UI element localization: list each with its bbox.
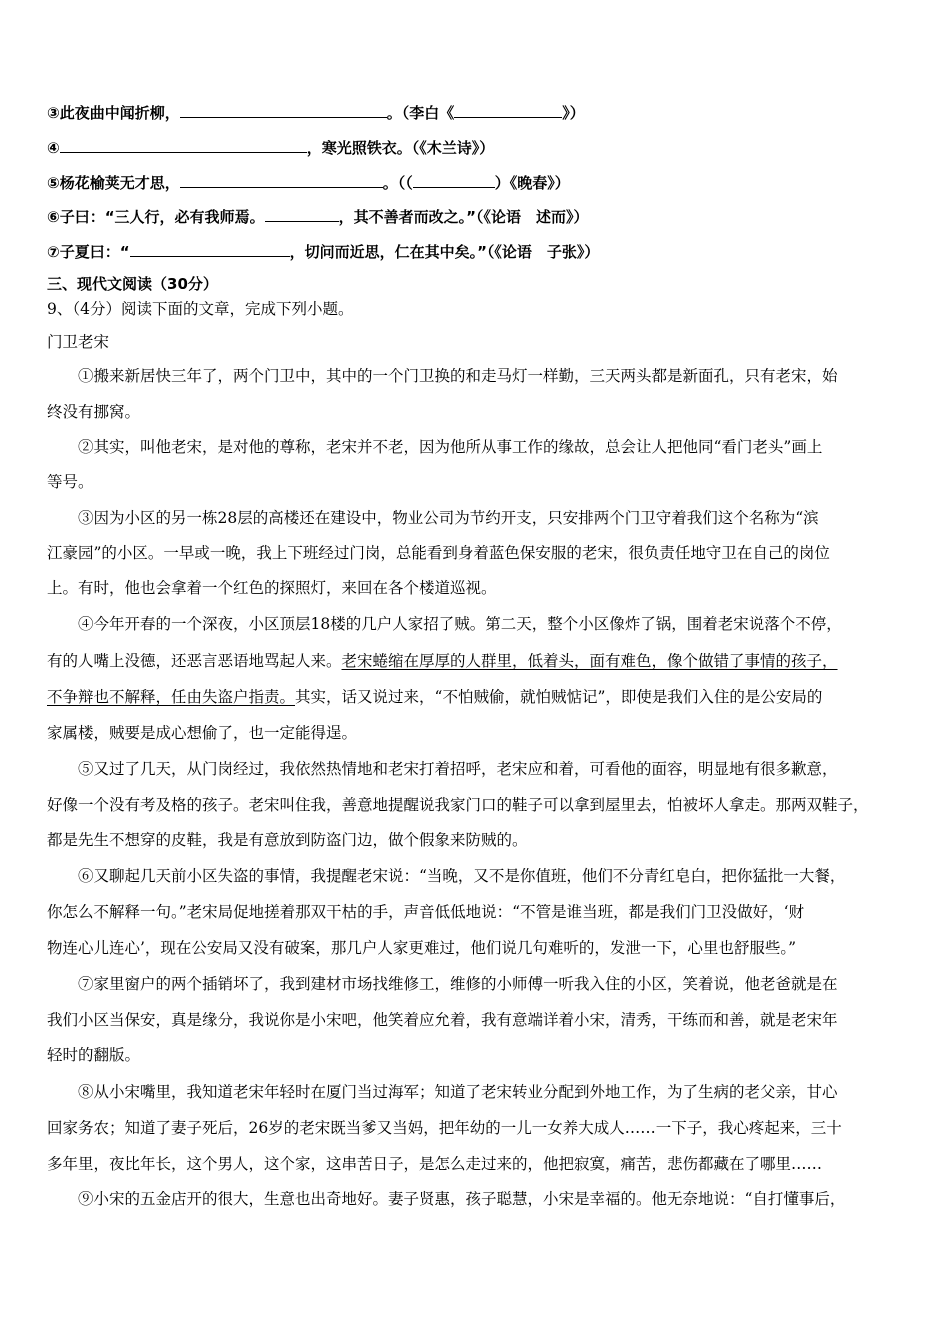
underlined-sentence: 不争辩也不解释，任由失盗户指责。	[47, 688, 296, 706]
answer-blank[interactable]	[413, 171, 495, 188]
plain-text: 其实，话又说过来，“不怕贼偷，就怕贼惦记”，即使是我们入住的是公安局的	[295, 688, 823, 706]
paragraph-line: ⑥又聊起几天前小区失盗的事情，我提醒老宋说：“当晚，又不是你值班，他们不分青红皂白，把你猛批一大餐，	[78, 867, 846, 885]
recitation-q4	[47, 136, 906, 158]
paragraph-line: 回家务农；知道了妻子死后，26岁的老宋既当爹又当妈，把年幼的一儿一女养大成人……一下子，我心疼起来，三十	[47, 1119, 842, 1137]
paragraph-line: ④今年开春的一个深夜，小区顶层18楼的几户人家招了贼。第二天，整个小区像炸了锅，围着老宋说落个不停，	[78, 615, 842, 633]
quote-line: 子曰：“三人行，必有我师焉。	[59, 208, 265, 226]
paragraph-line: ⑧从小宋嘴里，我知道老宋年轻时在厦门当过海军；知道了老宋转业分配到外地工作，为了生病的老父亲，甘心	[78, 1083, 838, 1101]
quote-line-end: ，其不善者而改之。”（《论语 述而》）	[338, 208, 589, 226]
paragraph-line	[47, 687, 906, 707]
quote-line-end: ，切问而近思，仁在其中矣。”（《论语 子张》）	[289, 243, 600, 261]
paragraph-line: 我们小区当保安，真是缘分，我说你是小宋吧，他笑着应允着，我有意端详着小宋，清秀，干练而和善，就是老宋年	[47, 1011, 838, 1029]
item-number: ⑥	[47, 208, 60, 226]
paragraph-line: ⑨小宋的五金店开的很大，生意也出奇地好。妻子贤惠，孩子聪慧，小宋是幸福的。他无奈地说：“自打懂事后，	[78, 1190, 846, 1208]
paragraph-line	[47, 651, 906, 671]
paragraph-line: ②其实，叫他老宋，是对他的尊称，老宋并不老，因为他所从事工作的缘故，总会让人把他同“看门老头”画上	[78, 438, 823, 456]
section-heading: 三、现代文阅读（30分）	[47, 275, 218, 293]
answer-blank[interactable]	[60, 136, 307, 153]
item-number: ⑦	[47, 243, 60, 261]
poem-line: 杨花榆荚无才思，	[59, 174, 180, 192]
poem-source-close: 》）	[562, 104, 585, 122]
recitation-q6	[47, 205, 906, 227]
answer-blank[interactable]	[265, 205, 339, 222]
paragraph-line: 都是先生不想穿的皮鞋，我是有意放到防盗门边，做个假象来防贼的。	[47, 831, 528, 849]
paragraph-line: 家属楼，贼要是成心想偷了，也一定能得逞。	[47, 724, 358, 742]
answer-blank[interactable]	[180, 101, 387, 118]
article-title: 门卫老宋	[47, 333, 110, 351]
recitation-q3	[47, 101, 906, 123]
paragraph-line: 你怎么不解释一句。”老宋局促地搓着那双干枯的手，声音低低地说：“不管是谁当班，都是我们门卫没做好，‘财	[47, 903, 805, 921]
question-prompt: 9、（4分）阅读下面的文章，完成下列小题。	[47, 300, 354, 318]
paragraph-line: 轻时的翻版。	[47, 1046, 141, 1064]
recitation-q5	[47, 171, 906, 193]
paragraph-line: ⑤又过了几天，从门岗经过，我依然热情地和老宋打着招呼，老宋应和着，可看他的面容，明显地有很多歉意，	[78, 760, 838, 778]
paragraph-line: ③因为小区的另一栋28层的高楼还在建设中，物业公司为节约开支，只安排两个门卫守着我们这个名称为“滨	[78, 509, 819, 527]
paragraph-line: 等号。	[47, 473, 94, 491]
paragraph-line: 上。有时，他也会拿着一个红色的探照灯，来回在各个楼道巡视。	[47, 579, 497, 597]
recitation-q7	[47, 240, 906, 262]
poem-source-close: ）《晚春》）	[494, 174, 570, 192]
item-number: ⑤	[47, 174, 60, 192]
quote-line: 子夏曰：“	[59, 243, 130, 261]
paragraph-line: 多年里，夜比年长，这个男人，这个家，这串苦日子，是怎么走过来的，他把寂寞，痛苦，悲伤都藏在了哪里……	[47, 1155, 823, 1173]
item-number: ④	[47, 139, 60, 157]
answer-blank[interactable]	[130, 240, 290, 257]
paragraph-line: ⑦家里窗户的两个插销坏了，我到建材市场找维修工，维修的小师傅一听我入住的小区，笑着说，他老爸就是在	[78, 975, 838, 993]
plain-text: 有的人嘴上没德，还恶言恶语地骂起人来。	[47, 652, 342, 670]
paragraph-line: 终没有挪窝。	[47, 403, 141, 421]
poem-source: 。（（	[382, 174, 413, 192]
answer-blank[interactable]	[180, 171, 383, 188]
poem-source: 。（李白《	[386, 104, 455, 122]
paragraph-line: ①搬来新居快三年了，两个门卫中，其中的一个门卫换的和走马灯一样勤，三天两头都是新面孔，只有老宋，始	[78, 367, 838, 385]
poem-line: 此夜曲中闻折柳，	[59, 104, 180, 122]
paragraph-line: 物连心儿连心’，现在公安局又没有破案，那几户人家更难过，他们说几句难听的，发泄一下，心里也舒服些。”	[47, 939, 797, 957]
underlined-sentence: 老宋蜷缩在厚厚的人群里，低着头，面有难色，像个做错了事情的孩子，	[341, 652, 838, 670]
paragraph-line: 好像一个没有考及格的孩子。老宋叫住我，善意地提醒说我家门口的鞋子可以拿到屋里去，怕被坏人拿走。那两双鞋子，	[47, 796, 869, 814]
answer-blank[interactable]	[454, 101, 562, 118]
paragraph-line: 江豪园”的小区。一早或一晚，我上下班经过门岗，总能看到身着蓝色保安服的老宋，很负责任地守卫在自己的岗位	[47, 544, 830, 562]
poem-line: ，寒光照铁衣。（《木兰诗》）	[306, 139, 495, 157]
item-number: ③	[47, 104, 60, 122]
